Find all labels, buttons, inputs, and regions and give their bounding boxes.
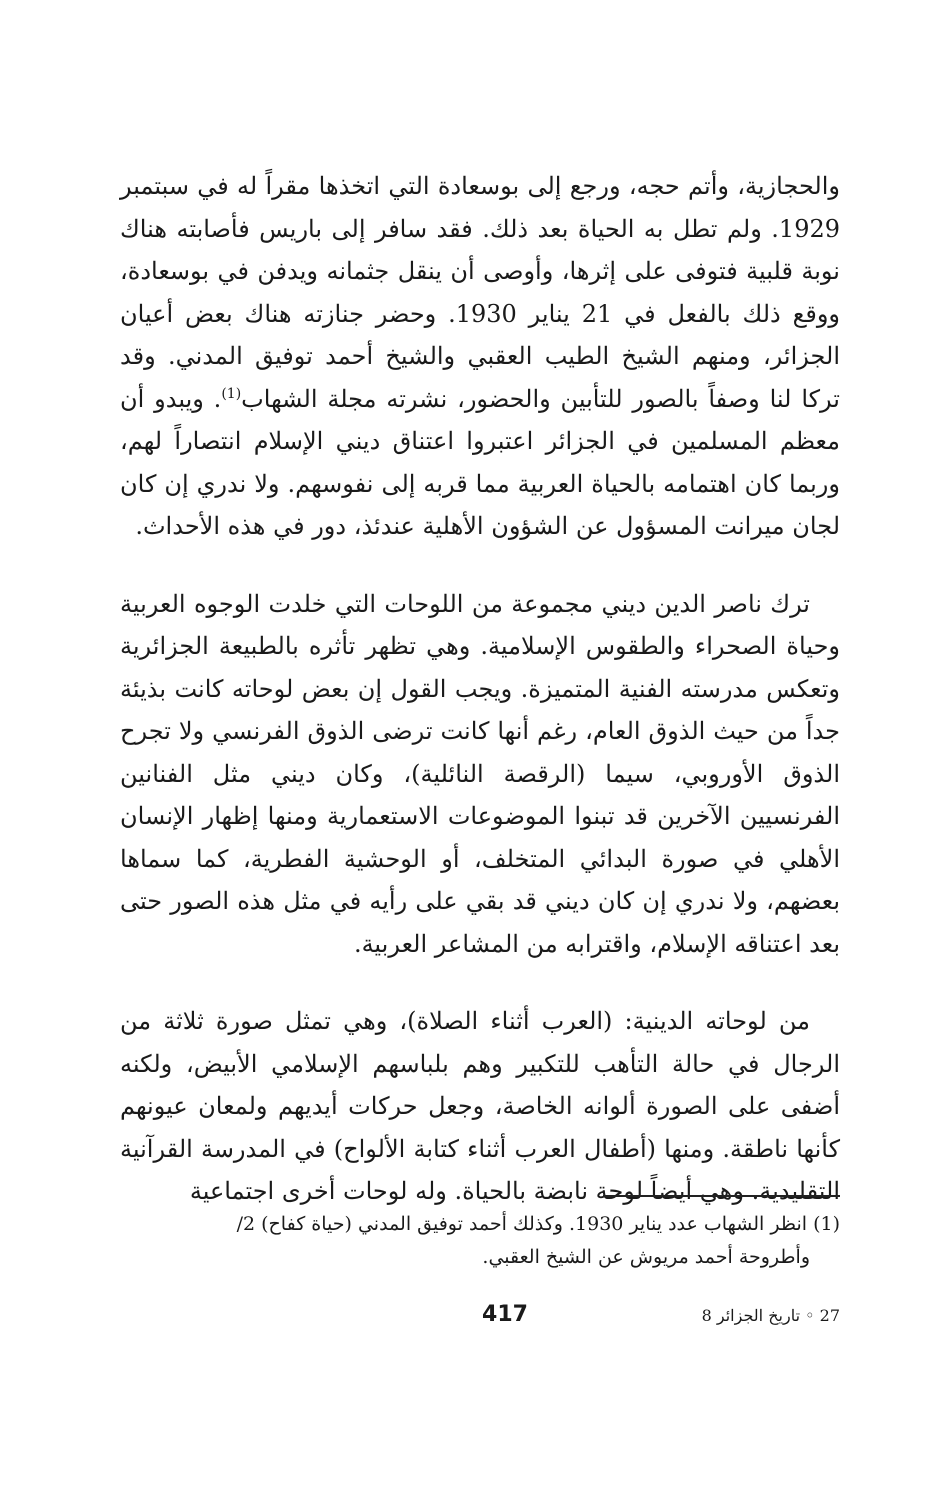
footnotes bbox=[120, 1208, 840, 1274]
paragraph-spacer bbox=[120, 965, 840, 1000]
footnote-reference: (1) bbox=[221, 385, 242, 402]
footnote-divider bbox=[603, 1195, 840, 1197]
paragraph-1 bbox=[120, 165, 840, 548]
footnote-1 bbox=[120, 1208, 840, 1274]
footnote-line-1: انظر الشهاب عدد يناير 1930. وكذلك أحمد توفيق المدني (حياة كفاح) 2/ bbox=[236, 1213, 808, 1235]
running-footer: 27 ◦ تاريخ الجزائر 8 bbox=[701, 1306, 840, 1325]
footnote-line-2: وأطروحة أحمد مريوش عن الشيخ العقبي. bbox=[482, 1246, 810, 1268]
paragraph-1-text: والحجازية، وأتم حجه، ورجع إلى بوسعادة التي اتخذها مقراً له في سبتمبر 1929. ولم تطل به الحياة بعد ذلك. فقد سافر إلى باريس فأصابته هناك نوبة قلبية فتوفى على إثرها، وأوصى أن ينقل جثمانه ويدفن في بوسعادة، ووقع ذلك بالفعل في 21 يناير 1930. وحضر جنازته هناك بعض أعيان الجزائر، ومنهم الشيخ الطيب العقبي والشيخ أحمد توفيق المدني. وقد تركا لنا وصفاً بالصور للتأبين والحضور، نشرته مجلة الشهاب bbox=[120, 172, 841, 413]
paragraph-1-text-continued: . ويبدو أن معظم المسلمين في الجزائر اعتبروا اعتناق ديني الإسلام انتصاراً لهم، وربما كان اهتمامه بالحياة العربية مما قربه إلى نفوسهم. ولا ندري إن كان لجان ميرانت المسؤول عن الشؤون الأهلية عندئذ، دور في هذه الأحداث. bbox=[120, 384, 840, 540]
paragraph-2: ترك ناصر الدين ديني مجموعة من اللوحات التي خلدت الوجوه العربية وحياة الصحراء والطقوس الإسلامية. وهي تظهر تأثره بالطبيعة الجزائرية وتعكس مدرسته الفنية المتميزة. ويجب القول إن بعض لوحاته كانت بذيئة جداً من حيث الذوق العام، رغم أنها كانت ترضى الذوق الفرنسي ولا تجرح الذوق الأوروبي، سيما (الرقصة النائلية)، وكان ديني مثل الفنانين الفرنسيين الآخرين قد تبنوا الموضوعات الاستعمارية ومنها إظهار الإنسان الأهلي في صورة البدائي المتخلف، أو الوحشية الفطرية، كما سماها بعضهم، ولا ندري إن كان ديني قد بقي على رأيه في مثل هذه الصور حتى بعد اعتناقه الإسلام، واقترابه من المشاعر العربية. bbox=[120, 589, 840, 958]
page-number: 417 bbox=[482, 1302, 528, 1327]
footnote-marker: (1) bbox=[813, 1213, 840, 1235]
paragraph-spacer bbox=[120, 548, 840, 583]
paragraph-3: من لوحاته الدينية: (العرب أثناء الصلاة)، وهي تمثل صورة ثلاثة من الرجال في حالة التأهب للتكبير وهم بلباسهم الإسلامي الأبيض، ولكنه أضفى على الصورة ألوانه الخاصة، وجعل حركات أيديهم ولمعان عيونهم كأنها ناطقة. ومنها (أطفال العرب أثناء كتابة الألواح) في المدرسة القرآنية التقليدية. وهي أيضاً لوحة نابضة بالحياة. وله لوحات أخرى اجتماعية bbox=[120, 1007, 840, 1205]
body-text bbox=[120, 165, 840, 1213]
